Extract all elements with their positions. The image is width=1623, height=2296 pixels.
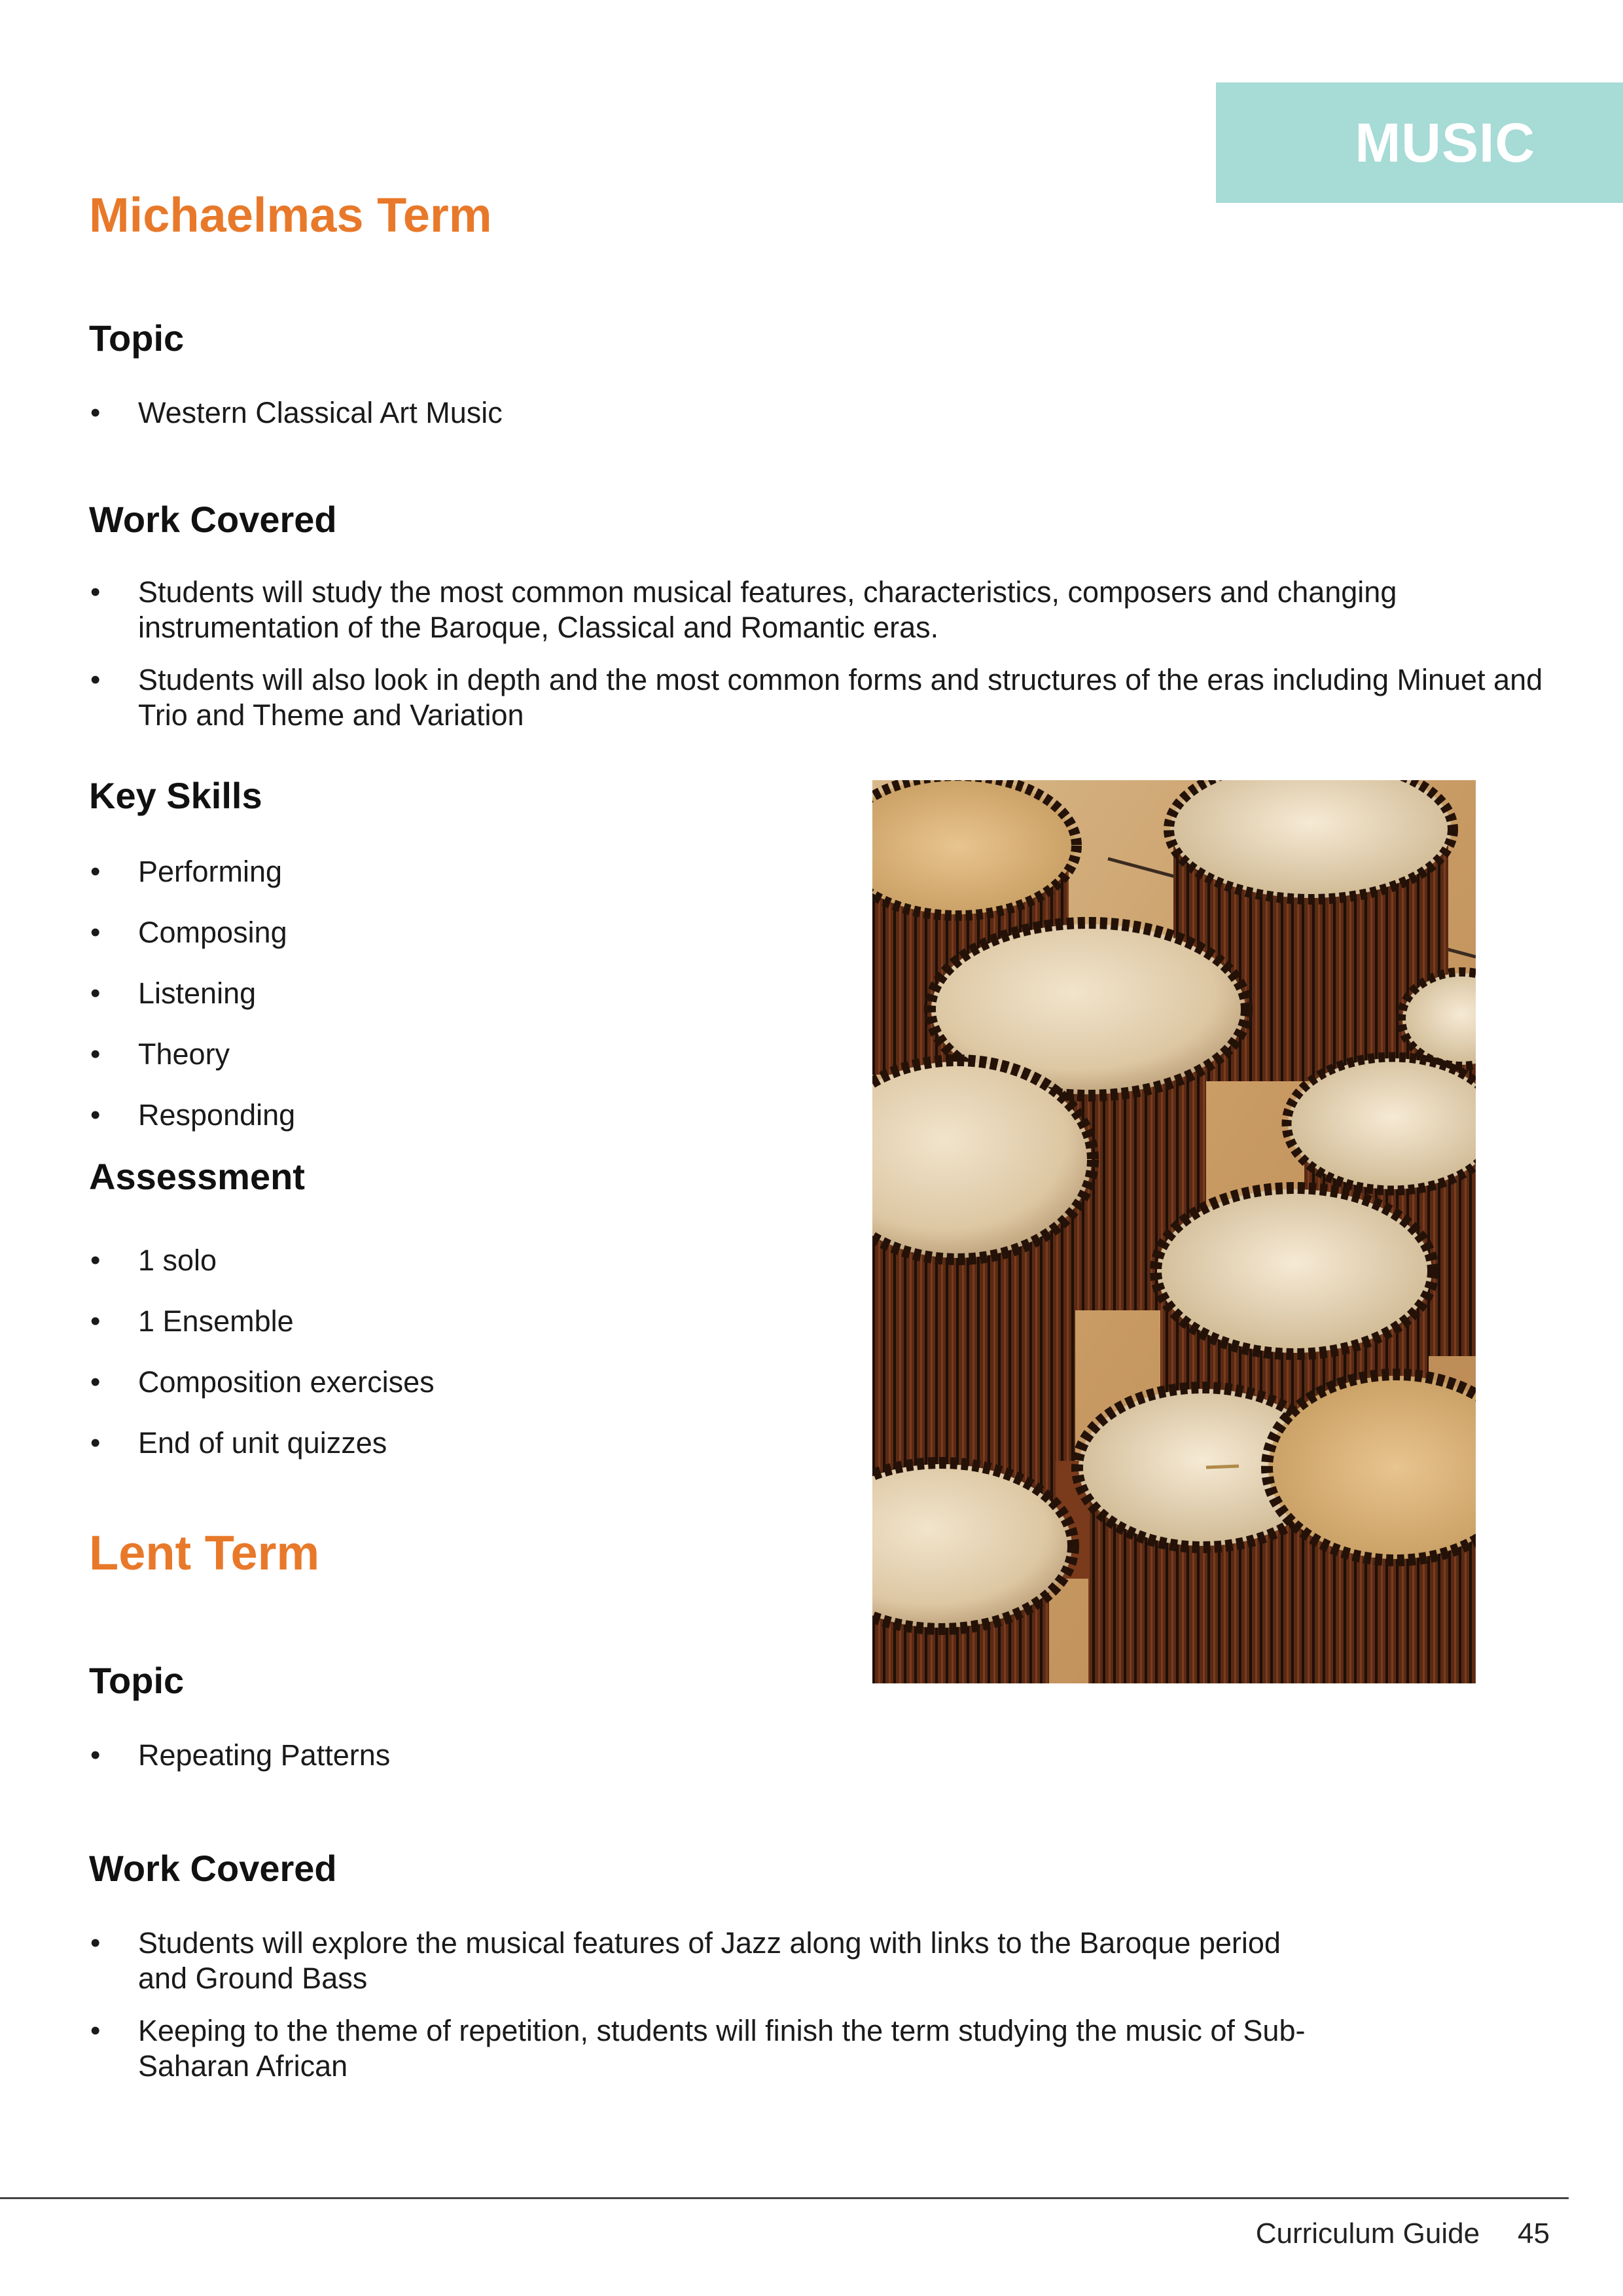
list-item: • Responding xyxy=(89,1085,809,1145)
list-item: • Theory xyxy=(89,1024,809,1085)
lent-topic-list xyxy=(89,1738,809,1773)
list-item: • Western Classical Art Music xyxy=(89,395,1463,431)
lent-topic-heading: Topic xyxy=(89,1660,185,1701)
djembe-drums-photo xyxy=(872,780,1476,1683)
list-item: • Students will explore the musical features of Jazz along with links to the Baroque period and Ground Bass xyxy=(89,1926,1306,1996)
list-item: • Performing xyxy=(89,841,809,902)
assessment-heading: Assessment xyxy=(89,1156,305,1197)
list-item: • Students will also look in depth and the most common forms and structures of the eras including Minuet and Trio and Theme and Variation xyxy=(89,662,1548,733)
list-item: • Composition exercises xyxy=(89,1352,809,1412)
footer-divider xyxy=(0,2197,1569,2199)
michaelmas-term-title: Michaelmas Term xyxy=(89,188,492,242)
key-skills-heading: Key Skills xyxy=(89,775,262,816)
drums-illustration xyxy=(872,780,1476,1683)
lent-term-title: Lent Term xyxy=(89,1526,320,1580)
subject-tab-label: MUSIC xyxy=(1355,111,1535,173)
assessment-list xyxy=(89,1230,809,1473)
michaelmas-work-heading: Work Covered xyxy=(89,499,337,540)
list-item: • End of unit quizzes xyxy=(89,1412,809,1473)
lent-work-list xyxy=(89,1926,1306,2084)
page-number: 45 xyxy=(1518,2217,1550,2250)
lent-work-heading: Work Covered xyxy=(89,1848,337,1889)
list-item: • 1 solo xyxy=(89,1230,809,1291)
list-item: • Repeating Patterns xyxy=(89,1738,809,1773)
michaelmas-topic-list xyxy=(89,395,1463,431)
list-item: • 1 Ensemble xyxy=(89,1291,809,1352)
list-item: • Keeping to the theme of repetition, students will finish the term studying the music of Sub-Saharan African xyxy=(89,2013,1306,2084)
footer-guide-title: Curriculum Guide xyxy=(1255,2217,1480,2250)
list-item: • Listening xyxy=(89,963,809,1024)
list-item: • Composing xyxy=(89,902,809,963)
michaelmas-work-list xyxy=(89,575,1548,733)
list-item: • Students will study the most common musical features, characteristics, composers and changing instrumentation of the Baroque, Classical and Romantic eras. xyxy=(89,575,1548,645)
page-footer xyxy=(1256,2216,1550,2251)
key-skills-list xyxy=(89,841,809,1145)
michaelmas-topic-heading: Topic xyxy=(89,317,185,359)
subject-tab xyxy=(1216,82,1623,203)
